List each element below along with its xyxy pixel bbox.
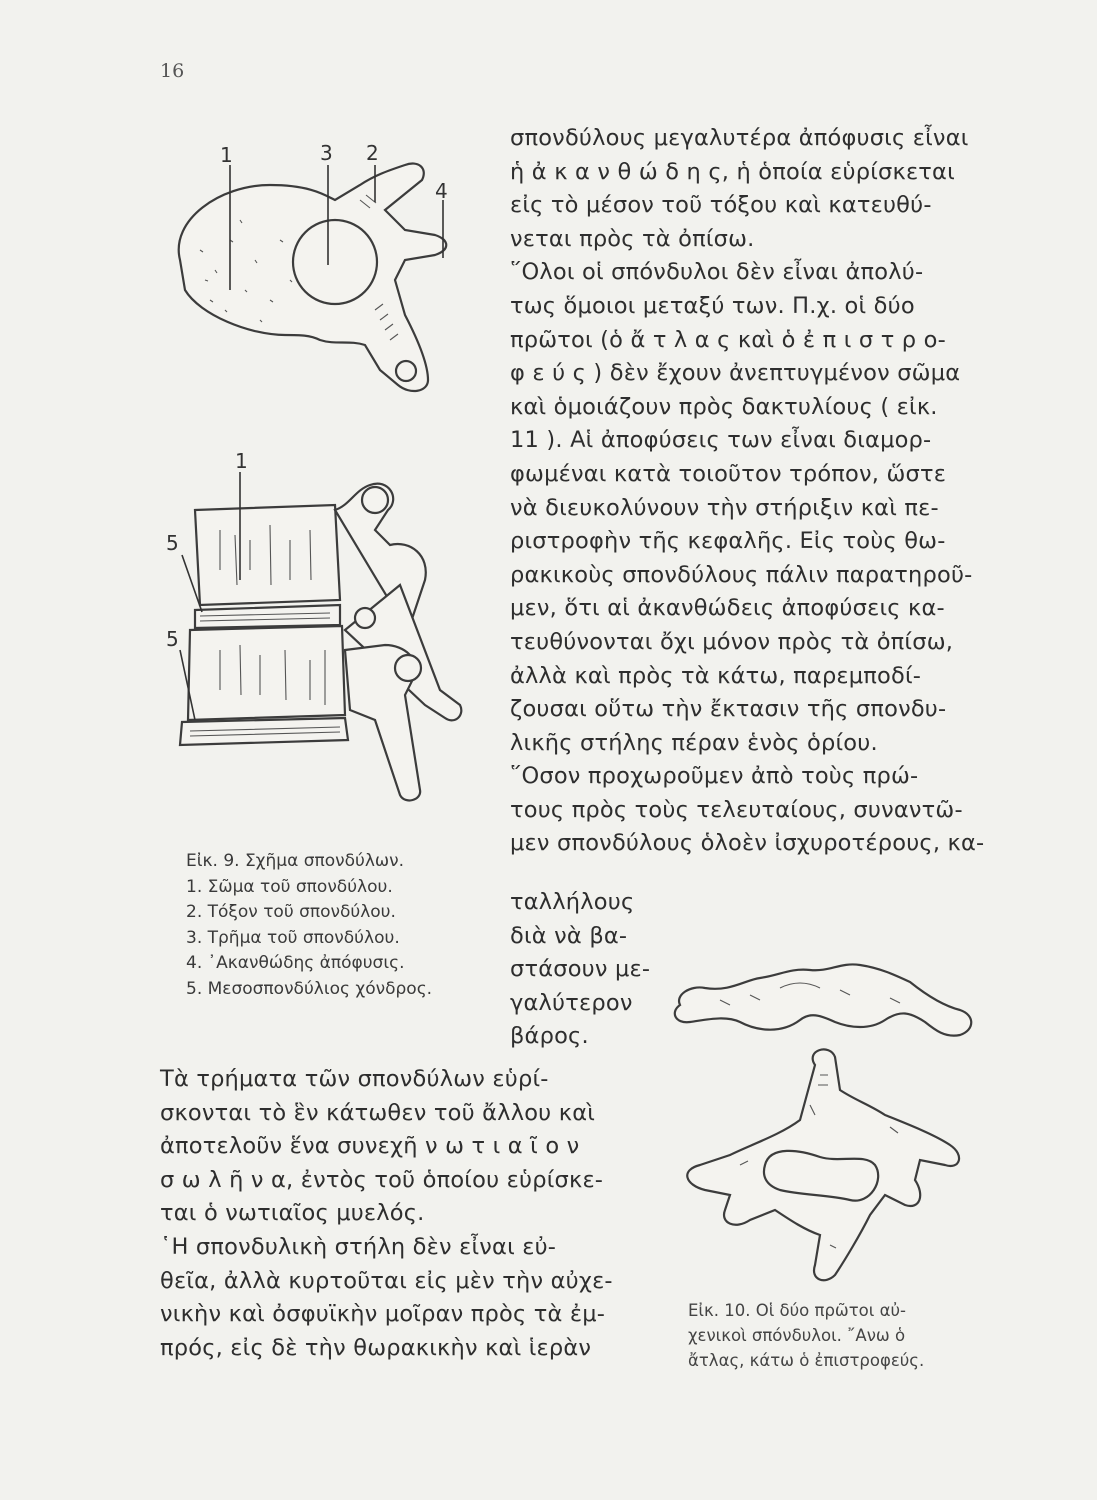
figure-9-top-vertebra	[160, 140, 480, 420]
figure-10-atlas	[660, 950, 980, 1060]
page-number: 16	[160, 60, 185, 82]
text-line: τους πρὸς τοὺς τελευταίους, συναντῶ-	[510, 796, 963, 823]
text-line: 11 ). Αἱ ἀποφύσεις των εἶναι διαμορ-	[510, 427, 932, 454]
text-line: ρακικοὺς σπονδύλους πάλιν παρατηροῦ-	[510, 561, 973, 588]
text-line: ῾Η σπονδυλικὴ στήλη δὲν εἶναι εὐ-	[160, 1233, 557, 1260]
caption-line: Εἰκ. 10. Οἱ δύο πρῶτοι αὐ-	[688, 1301, 906, 1320]
text-line: σ ω λ ῆ ν α, ἐντὸς τοῦ ὁποίου εὑρίσκε-	[160, 1166, 604, 1193]
caption-line: 3. Τρῆμα τοῦ σπονδύλου.	[186, 927, 400, 948]
text-line: νεται πρὸς τὰ ὀπίσω.	[510, 225, 755, 252]
text-line: ζουσαι οὕτω τὴν ἔκτασιν τῆς σπονδυ-	[510, 696, 947, 723]
text-line: φωμέναι κατὰ τοιοῦτον τρόπον, ὥστε	[510, 460, 947, 487]
text-line: σπονδύλους μεγαλυτέρα ἀπόφυσις εἶναι	[510, 125, 969, 151]
text-line: βάρος.	[510, 1023, 589, 1050]
fig9-label-2: 2	[366, 141, 379, 165]
text-line: ριστροφὴν τῆς κεφαλῆς. Εἰς τοὺς θω-	[510, 528, 946, 555]
fig9-side-label-5a: 5	[166, 531, 179, 555]
text-line: μεν, ὅτι αἱ ἀκανθώδεις ἀποφύσεις κα-	[510, 595, 945, 622]
figure-9-caption	[186, 849, 432, 1002]
text-line: Τὰ τρήματα τῶν σπονδύλων εὑρί-	[160, 1066, 549, 1092]
fig9-label-1: 1	[220, 143, 233, 167]
text-line: νικὴν καὶ ὀσφυϊκὴν μοῖραν πρὸς τὰ ἐμ-	[160, 1301, 606, 1328]
text-line: καὶ ὁμοιάζουν πρὸς δακτυλίους ( εἰκ.	[510, 393, 938, 420]
figure-10-caption	[688, 1298, 924, 1373]
text-line: τευθύνονται ὄχι μόνον πρὸς τὰ ὀπίσω,	[510, 628, 954, 655]
text-line: διὰ νὰ βα-	[510, 922, 628, 949]
fig9-label-3: 3	[320, 141, 333, 165]
text-line: γαλύτερον	[510, 989, 633, 1016]
figure-9-side-vertebrae	[160, 450, 480, 830]
caption-line: 2. Τόξον τοῦ σπονδύλου.	[186, 902, 396, 922]
bottom-column-text	[160, 1063, 613, 1365]
text-line: σκονται τὸ ἓν κάτωθεν τοῦ ἄλλου καὶ	[160, 1099, 596, 1126]
text-line: εἰς τὸ μέσον τοῦ τόξου καὶ κατευθύ-	[510, 192, 932, 219]
caption-line: χενικοὶ σπόνδυλοι. ῎Ανω ὁ	[688, 1326, 906, 1345]
fig9-side-label-5b: 5	[166, 627, 179, 651]
text-line: πρῶτοι (ὁ ἄ τ λ α ς καὶ ὁ ἐ π ι σ τ ρ ο-	[510, 326, 946, 353]
text-line: νὰ διευκολύνουν τὴν στήριξιν καὶ πε-	[510, 494, 939, 521]
text-line: θεῖα, ἀλλὰ κυρτοῦται εἰς μὲν τὴν αὐχε-	[160, 1267, 613, 1294]
text-line: ἀποτελοῦν ἕνα συνεχῆ ν ω τ ι α ῖ ο ν	[160, 1133, 580, 1160]
text-line: ταλλήλους	[510, 889, 635, 915]
figure-10-axis	[670, 1045, 970, 1285]
text-line: ἀλλὰ καὶ πρὸς τὰ κάτω, παρεμποδί-	[510, 662, 922, 689]
caption-line: 4. ᾿Ακανθώδης ἀπόφυσις.	[186, 953, 405, 973]
caption-line: Εἰκ. 9. Σχῆμα σπονδύλων.	[186, 851, 405, 871]
caption-line: 1. Σῶμα τοῦ σπονδύλου.	[186, 876, 393, 897]
right-column-text	[510, 122, 985, 861]
text-line: ται ὁ νωτιαῖος μυελός.	[160, 1200, 425, 1227]
narrow-column-text	[510, 886, 650, 1054]
fig9-side-label-1: 1	[235, 449, 248, 473]
text-line: φ ε ύ ς ) δὲν ἔχουν ἀνεπτυγμένον σῶμα	[510, 360, 961, 387]
text-line: ῞Ολοι οἱ σπόνδυλοι δὲν εἶναι ἀπολύ-	[510, 259, 924, 286]
text-line: λικῆς στήλης πέραν ἑνὸς ὁρίου.	[510, 729, 878, 756]
text-line: στάσουν με-	[510, 956, 651, 983]
text-line: πρός, εἰς δὲ τὴν θωρακικὴν καὶ ἱερὰν	[160, 1334, 592, 1361]
text-line: τως ὅμοιοι μεταξύ των. Π.χ. οἱ δύο	[510, 292, 915, 319]
fig9-label-4: 4	[435, 179, 448, 203]
caption-line: ἄτλας, κάτω ὁ ἐπιστροφεύς.	[688, 1351, 925, 1370]
caption-line: 5. Μεσοσπονδύλιος χόνδρος.	[186, 978, 433, 999]
text-line: ῞Οσον προχωροῦμεν ἀπὸ τοὺς πρώ-	[510, 763, 919, 790]
text-line: μεν σπονδύλους ὁλοὲν ἰσχυροτέρους, κα-	[510, 830, 985, 857]
text-line: ἡ ἀ κ α ν θ ώ δ η ς, ἡ ὁποία εὑρίσκεται	[510, 158, 955, 185]
